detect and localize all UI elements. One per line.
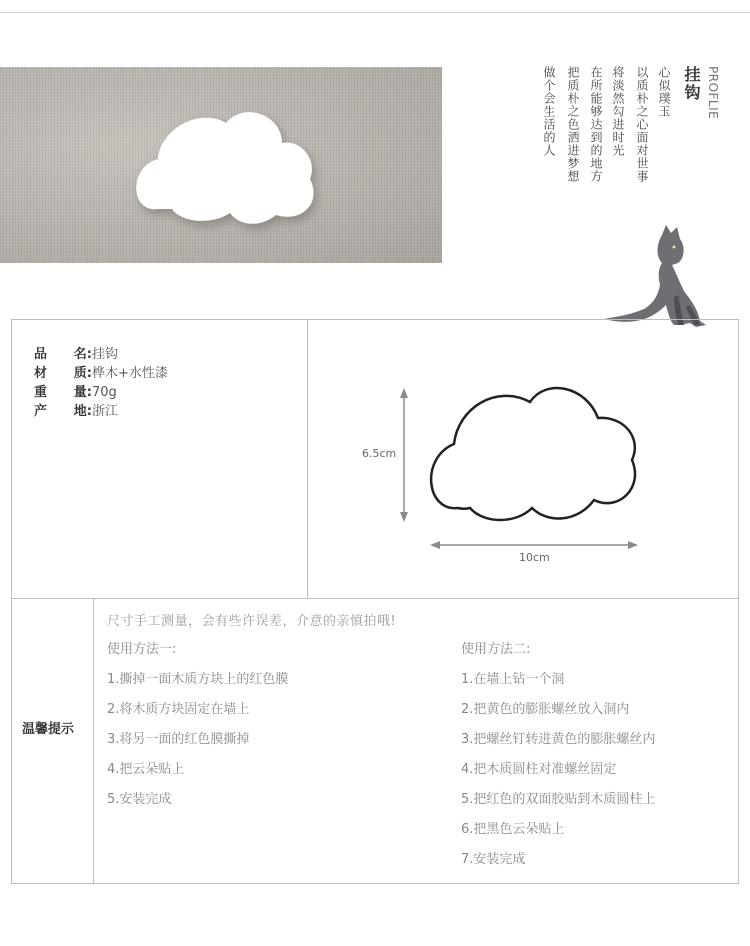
method-title: 使用方法二: xyxy=(461,642,531,657)
spec-value: 浙江 xyxy=(92,404,119,419)
tips-divider xyxy=(93,598,94,884)
spec-label: 重 量: xyxy=(34,385,92,400)
width-arrow xyxy=(430,541,638,549)
method-step: 5.安装完成 xyxy=(107,792,172,807)
spec-row-origin xyxy=(34,402,168,421)
spec-label: 品 名: xyxy=(34,347,92,362)
method-step: 3.将另一面的红色膜撕掉 xyxy=(107,732,250,747)
method-step: 1.在墙上钻一个洞 xyxy=(461,672,565,687)
spec-row-name xyxy=(34,345,168,364)
method-step: 5.把红色的双面胶贴到木质圆柱上 xyxy=(461,792,656,807)
poem-line: 以质朴之心面对世事 xyxy=(635,66,649,183)
method-step: 2.把黄色的膨胀螺丝放入洞内 xyxy=(461,702,630,717)
spec-value: 70g xyxy=(92,385,117,400)
spec-value: 挂钩 xyxy=(92,347,119,362)
method-step: 6.把黑色云朵贴上 xyxy=(461,822,565,837)
method-step: 7.安装完成 xyxy=(461,852,526,867)
product-title: 挂钩 xyxy=(682,66,701,102)
method-step: 1.撕掉一面木质方块上的红色膜 xyxy=(107,672,289,687)
product-photo xyxy=(0,67,442,263)
poem-line: 心似璞玉 xyxy=(657,66,671,118)
spec-list xyxy=(34,345,168,421)
poem-line: 做个会生活的人 xyxy=(542,66,556,157)
method-step: 3.把螺丝钉转进黄色的膨胀螺丝内 xyxy=(461,732,656,747)
height-label: 6.5cm xyxy=(362,447,397,460)
tips-label: 温馨提示 xyxy=(22,722,75,737)
spec-row-weight xyxy=(34,383,168,402)
method-two xyxy=(461,640,655,880)
spec-label: 产 地: xyxy=(34,404,92,419)
cat-image xyxy=(600,225,715,330)
spec-label: 材 质: xyxy=(34,366,92,381)
width-label: 10cm xyxy=(519,551,550,564)
poem-line: 把质朴之色洒进梦想 xyxy=(566,66,580,183)
method-one xyxy=(107,640,288,820)
poem-line: 在所能够达到的地方 xyxy=(589,66,603,183)
measurement-note: 尺寸手工测量，会有些许误差，介意的亲慎拍哦! xyxy=(107,614,397,629)
height-arrow xyxy=(400,388,408,522)
profile-label: PROFLIE xyxy=(706,66,720,120)
method-step: 2.将木质方块固定在墙上 xyxy=(107,702,250,717)
spec-row-material xyxy=(34,364,168,383)
method-step: 4.把云朵贴上 xyxy=(107,762,185,777)
white-cloud-hook-image xyxy=(0,67,442,263)
method-title: 使用方法一: xyxy=(107,642,177,657)
poem-line: 将淡然勾进时光 xyxy=(611,66,625,157)
method-step: 4.把木质圆柱对准螺丝固定 xyxy=(461,762,617,777)
cloud-outline xyxy=(431,388,635,520)
spec-value: 桦木+水性漆 xyxy=(92,366,168,381)
top-divider xyxy=(0,12,750,13)
